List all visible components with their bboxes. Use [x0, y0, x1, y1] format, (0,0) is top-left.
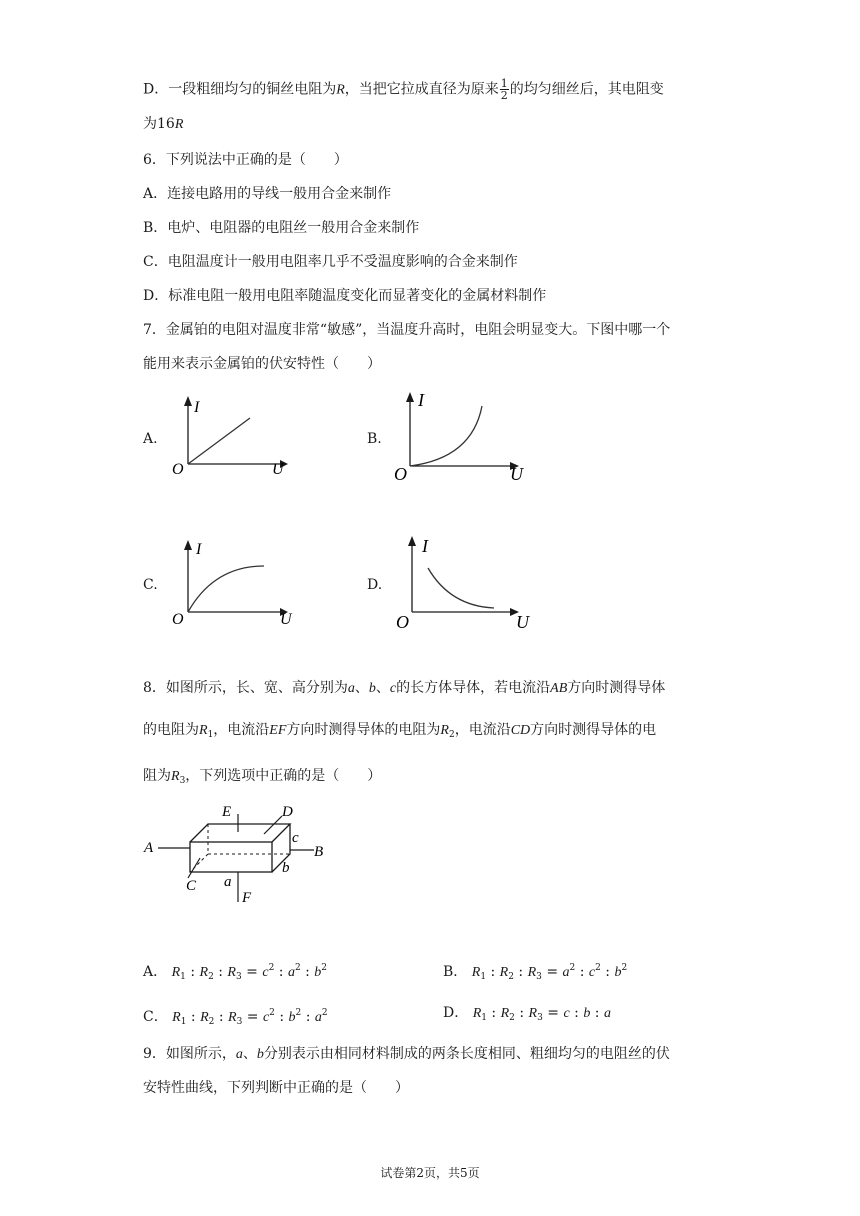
- option-label: A．: [143, 964, 168, 980]
- q5-option-d-line2: [143, 114, 183, 135]
- q7-graph-c: [168, 536, 308, 632]
- option-label: D．: [443, 1005, 469, 1021]
- text: 、: [242, 1046, 257, 1062]
- sub: 2: [448, 730, 455, 740]
- expr: a: [562, 965, 570, 980]
- axis-u-label: U: [272, 461, 284, 478]
- q8-stem-line2: [143, 720, 656, 745]
- expr: c: [563, 1006, 570, 1021]
- q7-option-c-label[interactable]: C.: [143, 577, 158, 593]
- text: D．一段粗细均匀的铜丝电阻为: [143, 81, 337, 98]
- label-length-a: a: [224, 874, 232, 890]
- expr: c: [588, 965, 596, 980]
- q6-option-a[interactable]: A．连接电路用的导线一般用合金来制作: [143, 186, 392, 202]
- axis-u-label: U: [510, 464, 523, 484]
- expr: b: [583, 1006, 591, 1021]
- label-d-point: D: [282, 804, 293, 820]
- axis-i-label: I: [194, 399, 200, 416]
- q9-stem-line1: [143, 1044, 670, 1065]
- label-e-point: E: [222, 804, 232, 820]
- text: 、: [354, 680, 369, 696]
- q7-option-d-label[interactable]: D.: [367, 577, 383, 593]
- origin-label: O: [394, 464, 407, 484]
- q8-option-c[interactable]: C． $R_1$ : $R_2$ : $R_3 = c^2$ : $b^2$ : $a^2$: [143, 1008, 328, 1027]
- q6-option-c[interactable]: C．电阻温度计一般用电阻率几乎不受温度影响的合金来制作: [143, 254, 518, 270]
- var: b: [368, 681, 376, 696]
- text: 的长方体导体，若电流沿: [396, 680, 551, 696]
- q7-graph-d: [392, 530, 542, 634]
- text: 方向时测得导体的电阻为: [286, 722, 441, 738]
- axis-i-label: I: [418, 390, 424, 410]
- r1: R: [171, 965, 181, 980]
- text: 阻为: [143, 768, 171, 784]
- origin-label: O: [172, 611, 184, 628]
- q7-stem-line2: 能用来表示金属铂的伏安特性（ ）: [143, 356, 381, 372]
- fraction-half: [500, 78, 509, 101]
- text: ，下列选项中正确的是（ ）: [185, 768, 382, 784]
- q6-option-d[interactable]: D．标准电阻一般用电阻率随温度变化而显著变化的金属材料制作: [143, 288, 547, 304]
- text: ，电流沿: [213, 722, 270, 738]
- q8-stem-line3: [143, 766, 381, 791]
- expr: c: [262, 965, 269, 980]
- q8-option-d[interactable]: D． $R_1$ : $R_2$ : $R_3 = c$ : b : a: [443, 1005, 611, 1023]
- q5-option-d-line1: [143, 78, 664, 101]
- expr: b: [614, 965, 622, 980]
- q8-option-b[interactable]: B． $R_1$ : $R_2$ : $R_3 = a^2$ : $c^2$ : $b^2$: [443, 963, 628, 982]
- label-a-point: A: [144, 840, 154, 856]
- q7-option-b-label[interactable]: B.: [367, 431, 382, 447]
- option-label: C．: [143, 1009, 168, 1025]
- q6-option-b[interactable]: B．电炉、电阻器的电阻丝一般用合金来制作: [143, 220, 420, 236]
- axis-u-label: U: [516, 612, 529, 632]
- var: c: [389, 681, 397, 696]
- var: AB: [550, 681, 568, 696]
- text: 为16: [143, 116, 175, 132]
- text: 9．如图所示，: [143, 1046, 236, 1062]
- var: R: [171, 769, 180, 784]
- var-r: R: [174, 117, 184, 132]
- expr: a: [314, 1010, 322, 1025]
- expr: a: [603, 1006, 611, 1021]
- q6-stem: 6．下列说法中正确的是（ ）: [143, 152, 348, 168]
- origin-label: O: [172, 461, 184, 478]
- text: 方向时测得导体: [567, 680, 666, 696]
- var: R: [199, 723, 208, 738]
- label-width-b: b: [282, 860, 290, 876]
- q9-stem-line2: 安特性曲线，下列判断中正确的是（ ）: [143, 1080, 409, 1096]
- sub: 3: [179, 776, 186, 786]
- var: EF: [269, 723, 287, 738]
- sub: 1: [207, 730, 214, 740]
- q7-stem-line1: 7．金属铂的电阻对温度非常“敏感”，当温度升高时，电阻会明显变大。下图中哪一个: [143, 322, 671, 338]
- var: a: [235, 1047, 243, 1062]
- q7-graph-a: [168, 392, 298, 482]
- label-c-point: C: [186, 878, 197, 894]
- text: ，当把它拉成直径为原来: [344, 81, 499, 98]
- q7-option-a-label[interactable]: A.: [143, 431, 158, 447]
- label-f-point: F: [242, 890, 252, 906]
- text: ，电流沿: [454, 722, 511, 738]
- var: R: [440, 723, 449, 738]
- expr: a: [287, 965, 295, 980]
- label-height-c: c: [292, 830, 299, 846]
- var: b: [256, 1047, 264, 1062]
- page-footer: 试卷第2页，共5页: [380, 1166, 480, 1180]
- expr: b: [288, 1010, 296, 1025]
- origin-label: O: [396, 612, 409, 632]
- text: 8．如图所示，长、宽、高分别为: [143, 680, 348, 696]
- text: 、: [375, 680, 390, 696]
- q7-graph-b: [392, 386, 542, 486]
- frac-num: 1: [500, 77, 508, 90]
- text: 方向时测得导体的电: [530, 722, 657, 738]
- label-b-point: B: [314, 844, 324, 860]
- q8-stem-line1: [143, 678, 665, 699]
- axis-i-label: I: [422, 536, 428, 556]
- var-r: R: [336, 82, 345, 98]
- frac-den: 2: [500, 89, 508, 102]
- option-label: B．: [443, 964, 468, 980]
- text: 的电阻为: [143, 722, 199, 738]
- var: CD: [510, 723, 531, 738]
- var: a: [347, 681, 355, 696]
- text: 分别表示由相同材料制成的两条长度相同、粗细均匀的电阻丝的伏: [263, 1046, 670, 1062]
- q8-option-a[interactable]: A． $R_1$ : $R_2$ : $R_3 = c^2$ : $a^2$ : $b^2$: [143, 963, 328, 982]
- axis-u-label: U: [280, 611, 292, 628]
- expr: b: [314, 965, 322, 980]
- q8-cuboid-figure: [138, 796, 338, 908]
- expr: c: [262, 1010, 270, 1025]
- text: 的均匀细丝后，其电阻变: [509, 81, 664, 98]
- axis-i-label: I: [196, 541, 202, 558]
